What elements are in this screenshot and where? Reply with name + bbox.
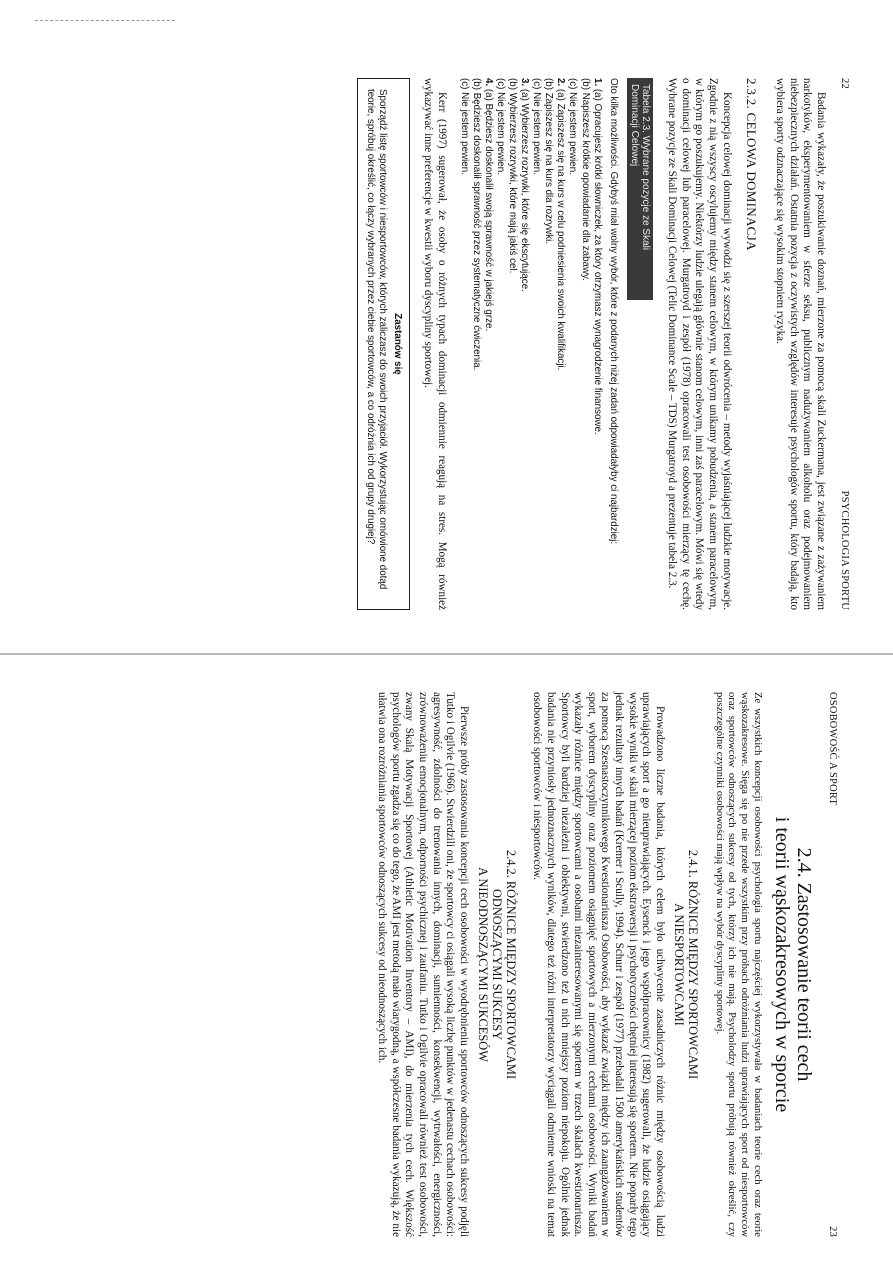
answer-option: (b) Będziesz doskonalił sprawność przez systematyczne ćwiczenia. bbox=[470, 78, 482, 371]
answer-option: (c) Nie jestem pewien. bbox=[458, 78, 470, 175]
answer-option: (c) Nie jestem pewien. bbox=[531, 78, 543, 175]
page-number: 22 bbox=[839, 78, 850, 89]
answer-option: (a) Opracujesz krótki słowniczek, za który otrzymasz wynagrodzenie finansowe. bbox=[591, 88, 603, 435]
question-number: 4. bbox=[482, 78, 494, 87]
section-heading: 2.3.2. CELOWA DOMINACJA bbox=[743, 78, 759, 251]
chapter-title-line: 2.4. Zastosowanie teorii cech bbox=[793, 847, 815, 1082]
paragraph: Badania wykazały, że poszukiwanie doznań, mierzone za pomocą skali Zuckermana, jest związane z zażywaniem narkotyków, eksperymentowaniem w sferze seksu, publicznym nadużywaniem alkoholu oraz podejmowaniem niebezpiecznych działań. Ostatnia pozycja z oczywistych względów interesuje psychologów sportu, który badają, kto wybiera sporty odznaczające się wysokim stopniem ryzyka. bbox=[774, 78, 827, 610]
paragraph: Prowadzono liczne badania, których celem było uchwycenie zasadniczych różnic między osobowością ludzi uprawiających sport a go nieuprawiających. Eysenck i jego współpracownicy (1982) sugerowali, że ludzie osiągający wysokie wyniki w skali mierzącej poziom ekstrawersji i psychotyczności chętniej interesują się sportem. Nie poparły tego jednak rezultaty innych badań (Kremer i Scully, 1994). Schurr i zespół (1977) przebadali 1500 amerykańskich studentów za pomocą Szesnastoczynnikowego Kwestionariusza Osobowości, aby wykazać związki między ich zaangażowaniem w sport, wyborem dyscypliny oraz poziomem osiągnięć sportowych a mierzonymi cechami osobowości. Wyniki badań wykazały różnice między sportowcami a osobami niezainteresowanymi się sportem w trzech skalach kwestionariusza. Sportowcy byli bardziej niezależni i obiektywni, stwierdzono też u nich mniejszy poziom niepokoju. Ogólnie jednak badania nie przyniosły jednoznacznych wyników, dlatego też różni interpretatorzy wyciągali odmienne wnioski na temat osobowości sportowców i niesportowców. bbox=[531, 692, 666, 1237]
table-intro: Oto kilka możliwości. Gdybyś miał wolny wybór, które z podanych niżej zadań odpowiadałyby ci najbardziej: bbox=[607, 78, 619, 545]
running-head-title: PSYCHOLOGIA SPORTU bbox=[839, 490, 850, 610]
running-header bbox=[827, 692, 838, 1237]
answer-option: (b) Wybierzesz rozrywki, które mają jakiś cel. bbox=[507, 78, 518, 274]
answer-option: (c) Nie jestem pewien. bbox=[494, 78, 506, 175]
question-number: 3. bbox=[519, 78, 531, 87]
chapter-title bbox=[771, 692, 815, 1237]
page-22 bbox=[35, 78, 850, 610]
page-23 bbox=[38, 692, 838, 1237]
answer-option: (a) Wybierzesz rozrywki, które się ekscytujące. bbox=[519, 88, 531, 292]
heading-line: A NIESPORTOWCAMI bbox=[671, 903, 686, 1026]
page-number: 23 bbox=[827, 1226, 838, 1237]
answer-option: (a) Będziesz doskonalił swoją sprawność w jakiejś grze. bbox=[482, 88, 494, 332]
answer-option: (b) Napiszesz krótkie opowiadanie dla zabawy. bbox=[579, 78, 591, 281]
heading-line: A NIEODNOSZĄCYMI SUKCESÓW bbox=[475, 867, 490, 1062]
paragraph: Koncepcja celowej dominacji wywodzi się z szerszej teorii odwrócenia – metody wyjaśniającej ludzkie motywacje. Zgodnie z nią wszyscy oscylujemy między stanem celowym, w którym unikamy pobudzenia, a stanem paracelowym, w którym go poszukujemy. Niektórzy ludzie ulegają głównie stanom celowym, inni zaś paracelowym. Mówi się wtedy o dominacji celowej lub paracelowej. Murgatroyd i zespół (1978) opracowali test osobowości mierzący tę cechę. Wybrane pozycje ze Skali Dominacji Celowej (Telic Dominance Scale – TDS) Murgatroyd a prezentuje tabela 2.3. bbox=[666, 78, 733, 610]
answer-option: (b) Zapiszesz się na kurs dla rozrywki. bbox=[543, 78, 555, 245]
running-header bbox=[839, 78, 850, 610]
heading-line: ODNOSZĄCYMI SUKCESY bbox=[489, 888, 504, 1041]
subsection-heading bbox=[672, 692, 700, 1237]
heading-line: 2.4.2. RÓŻNICE MIĘDZY SPORTOWCAMI bbox=[503, 849, 518, 1080]
intro-paragraph: Ze wszystkich koncepcji osobowości psychologia sportu najczęściej wykorzystywała w badaniach teorie cech oraz teorie wąskozakresowe. Sięga się po nie przede wszystkim przy próbach odróżniania ludzi uprawiających sport od niesportowców oraz sportowców odnoszących sukcesy od tych, którzy ich nie mają. Psycholodzy sportu próbują również określić, czy poszczególne czynniki osobowości mają wpływ na wybór dyscypliny sportowej. bbox=[713, 692, 763, 1237]
box-text: Sporządź listę sportowców i niesportowców, których zaliczasz do swoich przyjaciół. Wykorzystując omówione dotąd teorie, spróbuj określić, co łączy wybranych przez ciebie sportowców, a co odróżnia ich od grupy drugiej? bbox=[365, 89, 389, 590]
question-number: 2. bbox=[555, 78, 567, 87]
paragraph: Pierwsze próby zastosowania koncepcji cech osobowości w wyodrębnieniu sportowców odnoszących sukcesy podjęli Tutko i Ogilvie (1966). Stwierdzili oni, że sportowcy ci osiągali wysoką liczbę punktów w jedenastu cechach osobowości: agresywność, zdolności do trenowania innych, dominacji, sumienności, konsekwencji, wytrwałości, energiczności, zrównoważeniu emocjonalnym, odporności psychicznej i zaufaniu. Tutko i Ogilvie opracowali również test osobowości, zwany Skalą Motywacji Sportowej (Athletic Motivation Inventory – AMI), do mierzenia tych cech. Większość psychologów sportu zgadza się co do tego, że AMI jest metodą mało wiarygodną, a współczesne badania wykazują, że nie ułatwia ona rozróżniania sportowców odnoszących sukcesy od nieodnoszących ich. bbox=[376, 692, 470, 1237]
paragraph: Kerr (1997) sugerował, że osoby o różnych typach dominacji odmiennie reagują na stres. Mogą również wykazywać inne preferencje w kwestii wyboru dyscypliny sportowej. bbox=[421, 78, 448, 610]
answer-option: (a) Zapiszesz się na kurs w celu podniesienia swoich kwalifikacji. bbox=[555, 88, 567, 371]
subsection-heading bbox=[476, 692, 518, 1237]
reflection-box bbox=[357, 78, 410, 610]
box-title: Zastanów się bbox=[392, 313, 404, 375]
page-divider bbox=[0, 653, 893, 655]
scan-artifact-line bbox=[35, 20, 175, 22]
chapter-title-line: i teorii wąskozakresowych w sporcie bbox=[771, 816, 793, 1113]
running-head-title: OSOBOWOŚĆ A SPORT bbox=[827, 692, 838, 806]
question-number: 1. bbox=[591, 78, 603, 87]
question-item bbox=[458, 78, 494, 610]
question-list bbox=[458, 78, 603, 610]
question-item bbox=[494, 78, 530, 610]
question-item bbox=[530, 78, 566, 610]
question-item bbox=[566, 78, 602, 610]
heading-line: 2.4.1. RÓŻNICE MIĘDZY SPORTOWCAMI bbox=[685, 849, 700, 1080]
table-label: Tabela 2.3. Wybrane pozycje ze Skali Dominacji Celowej bbox=[627, 78, 653, 300]
answer-option: (c) Nie jestem pewien. bbox=[567, 78, 579, 175]
